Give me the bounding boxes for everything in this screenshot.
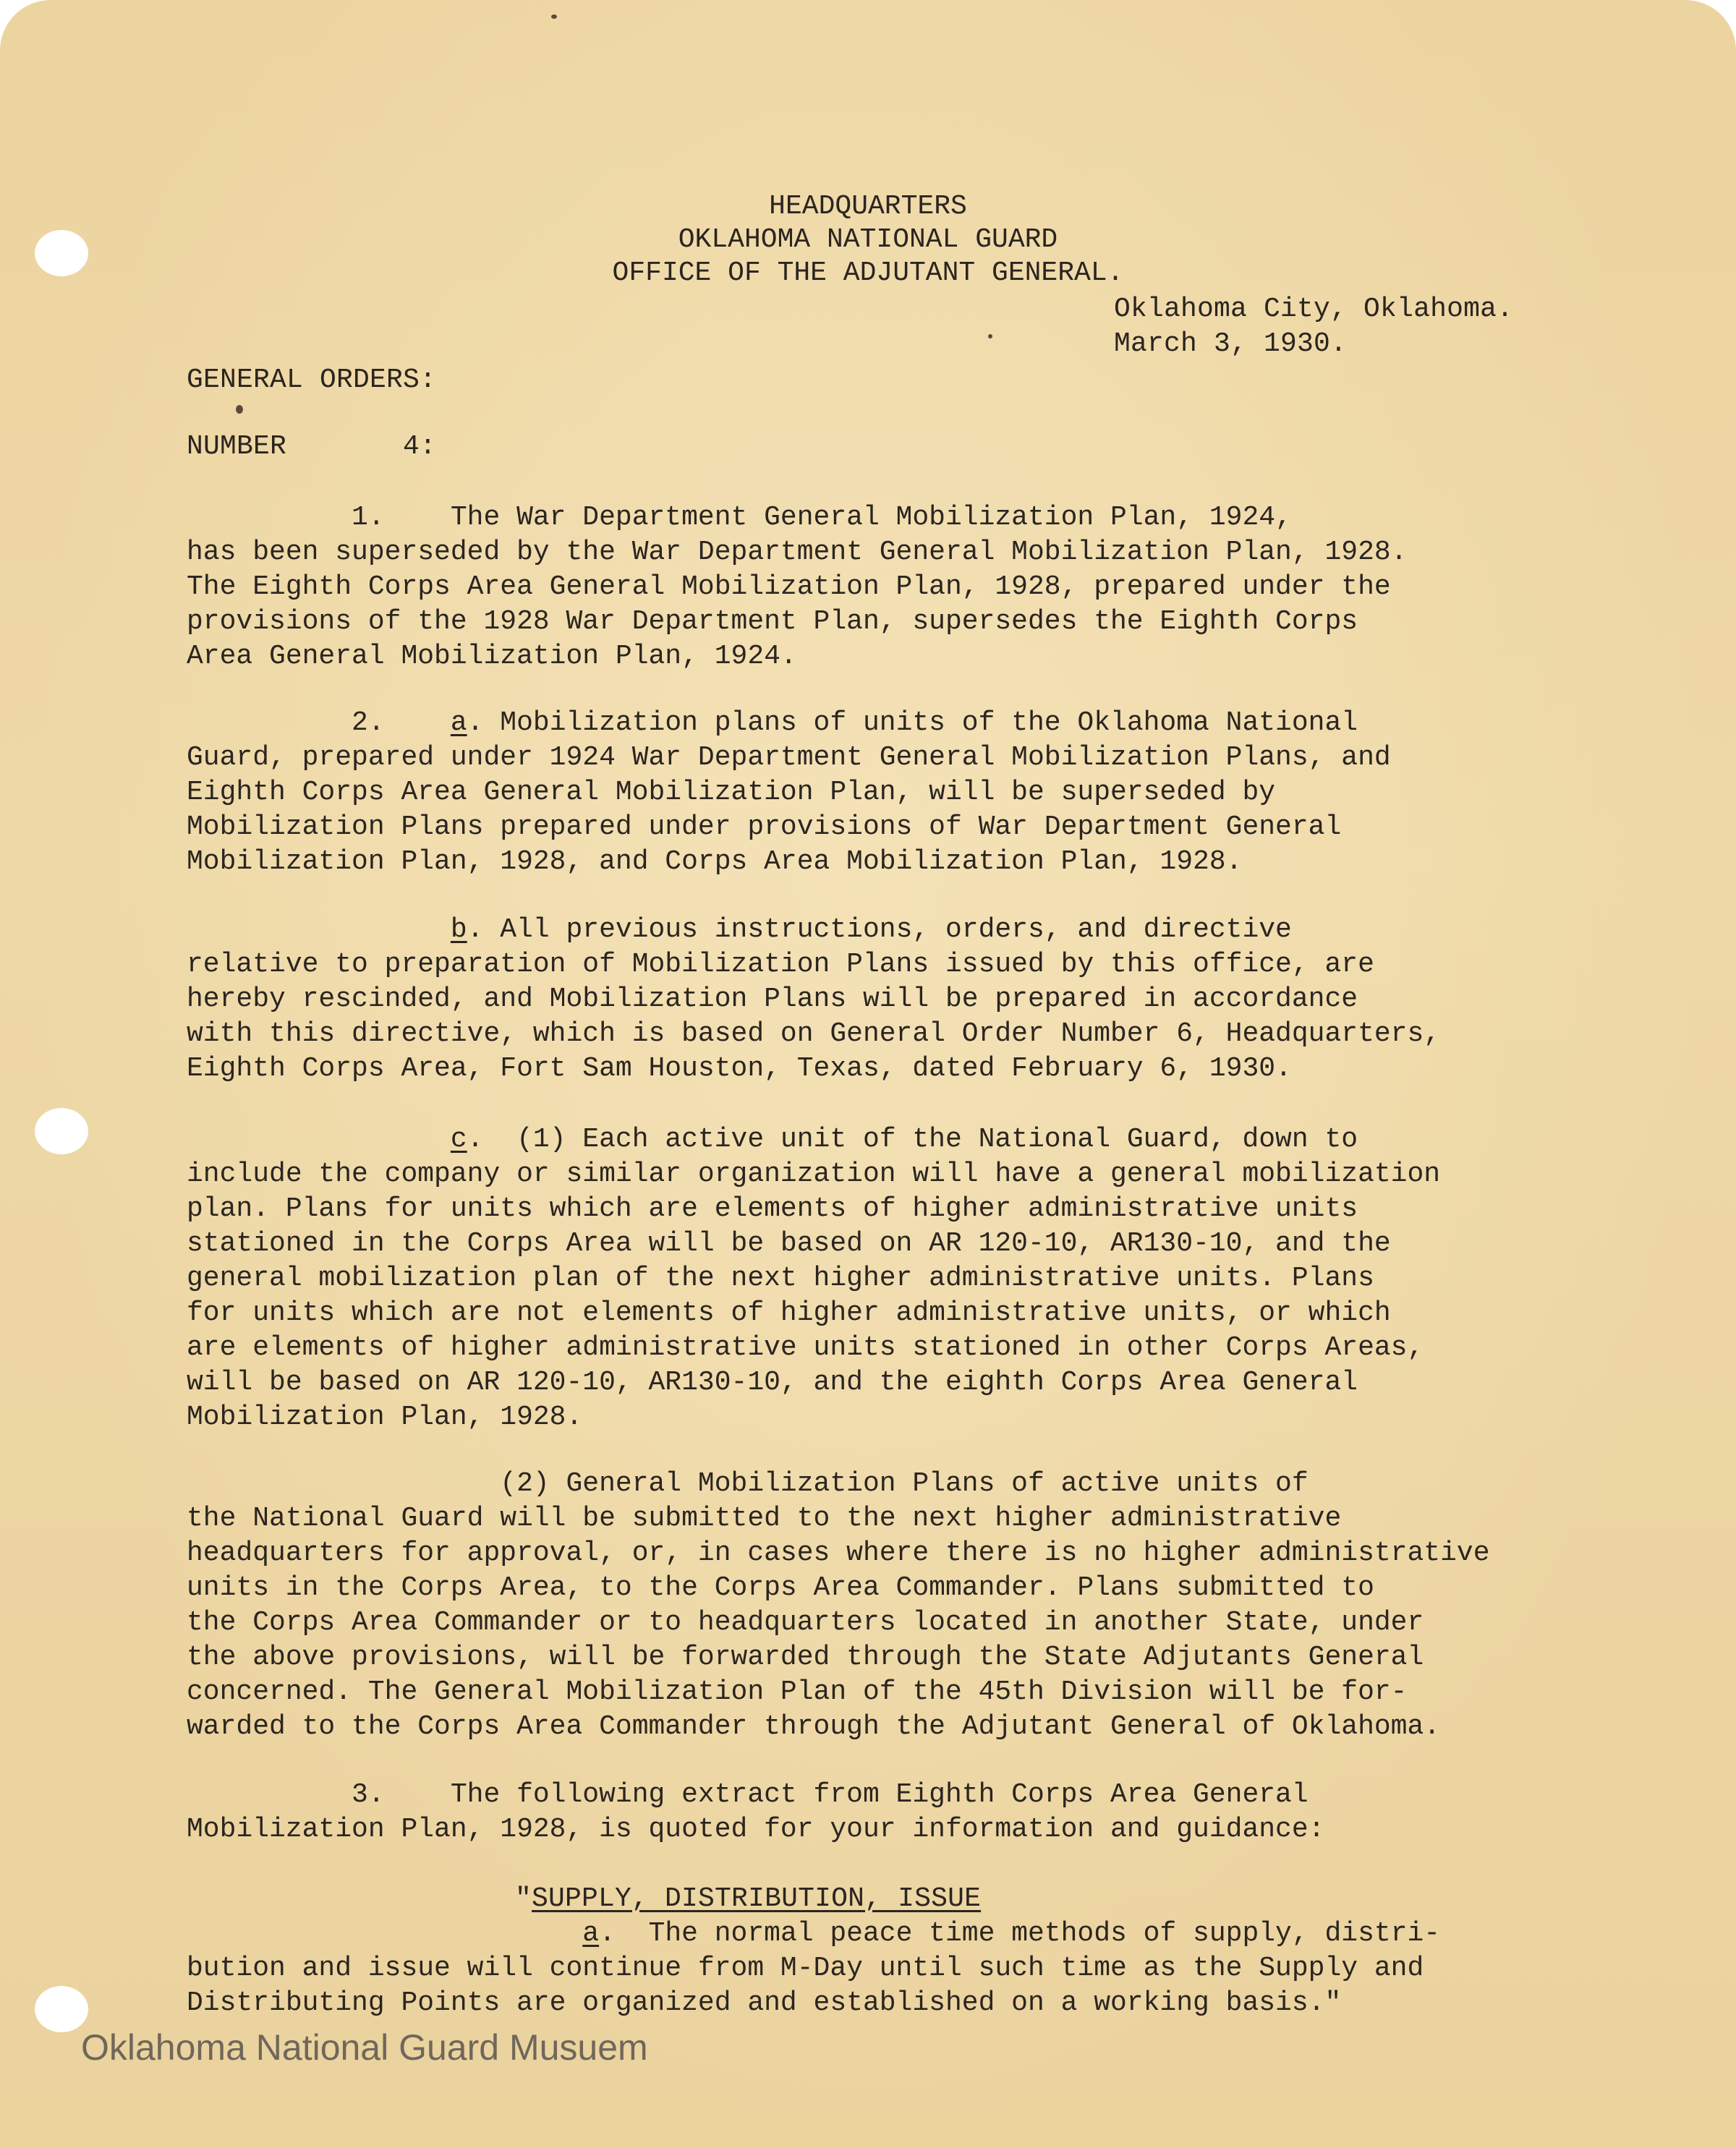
- binder-hole-middle: [35, 1108, 88, 1154]
- order-number-label: NUMBER 4:: [187, 431, 437, 462]
- paragraph-line: Guard, prepared under 1924 War Department General Mobilization Plans, and: [187, 742, 1391, 773]
- paragraph-line: Area General Mobilization Plan, 1924.: [187, 641, 797, 672]
- paragraph-indent: [187, 1918, 582, 1949]
- subparagraph-label: c: [450, 1124, 467, 1155]
- paragraph-line: [187, 706, 1358, 741]
- paragraph-line: Mobilization Plan, 1928, and Corps Area Mobilization Plan, 1928.: [187, 846, 1243, 877]
- paragraph-line: units in the Corps Area, to the Corps Area Commander. Plans submitted to: [187, 1572, 1374, 1603]
- paragraph-line: plan. Plans for units which are elements of higher administrative units: [187, 1193, 1358, 1224]
- quote-heading-text: SUPPLY, DISTRIBUTION, ISSUE: [532, 1883, 982, 1914]
- paragraph-line: 1. The War Department General Mobilization Plan, 1924,: [187, 502, 1292, 533]
- general-orders-label: GENERAL ORDERS:: [187, 365, 437, 396]
- paragraph-line: The Eighth Corps Area General Mobilization Plan, 1928, prepared under the: [187, 571, 1391, 602]
- header-line-1: HEADQUARTERS: [769, 191, 967, 222]
- subparagraph-label: a: [582, 1918, 600, 1949]
- paragraph-line: the above provisions, will be forwarded through the State Adjutants General: [187, 1642, 1424, 1673]
- quote-open-mark: ": [515, 1883, 532, 1914]
- paragraph-line: for units which are not elements of higher administrative units, or which: [187, 1297, 1391, 1329]
- subparagraph-label: a: [450, 707, 467, 738]
- subparagraph-label: b: [450, 914, 467, 945]
- header-line-3: OFFICE OF THE ADJUTANT GENERAL.: [612, 257, 1124, 289]
- paragraph-text: . All previous instructions, orders, and directive: [467, 914, 1292, 945]
- paragraph-line: concerned. The General Mobilization Plan of the 45th Division will be for-: [187, 1676, 1408, 1708]
- paragraph-line: Mobilization Plan, 1928.: [187, 1402, 583, 1433]
- paragraph-line: 3. The following extract from Eighth Corps Area General: [187, 1779, 1309, 1810]
- paragraph-line: (2) General Mobilization Plans of active units of: [187, 1468, 1309, 1499]
- paragraph-indent: [187, 914, 451, 945]
- paragraph-line: warded to the Corps Area Commander through the Adjutant General of Oklahoma.: [187, 1711, 1441, 1742]
- date-line: March 3, 1930.: [1114, 328, 1348, 359]
- paragraph-line: Mobilization Plans prepared under provisions of War Department General: [187, 811, 1342, 843]
- paragraph-line: with this directive, which is based on General Order Number 6, Headquarters,: [187, 1018, 1441, 1049]
- paragraph-line: Distributing Points are organized and established on a working basis.": [187, 1987, 1342, 2019]
- paragraph-line: hereby rescinded, and Mobilization Plans will be prepared in accordance: [187, 984, 1358, 1015]
- paragraph-line: [187, 913, 1292, 947]
- paragraph-line: Mobilization Plan, 1928, is quoted for your information and guidance:: [187, 1814, 1325, 1845]
- place-line: Oklahoma City, Oklahoma.: [1114, 294, 1514, 325]
- paragraph-line: are elements of higher administrative units stationed in other Corps Areas,: [187, 1332, 1424, 1363]
- paragraph-line: the National Guard will be submitted to the next higher administrative: [187, 1503, 1342, 1534]
- paragraph-line: stationed in the Corps Area will be based on AR 120-10, AR130-10, and the: [187, 1228, 1391, 1259]
- binder-hole-bottom: [35, 1986, 88, 2032]
- ink-speck: [236, 405, 243, 414]
- paragraph-line: Eighth Corps Area General Mobilization Plan, will be superseded by: [187, 777, 1276, 808]
- header-line-2: OKLAHOMA NATIONAL GUARD: [678, 224, 1058, 255]
- paragraph-line: will be based on AR 120-10, AR130-10, and the eighth Corps Area General: [187, 1367, 1358, 1398]
- quote-heading: [515, 1882, 981, 1917]
- paragraph-line: bution and issue will continue from M-Day until such time as the Supply and: [187, 1953, 1424, 1984]
- paragraph-line: relative to preparation of Mobilization Plans issued by this office, are: [187, 949, 1374, 980]
- paragraph-line: [187, 1122, 1358, 1157]
- paragraph-text: . The normal peace time methods of supply, distri-: [599, 1918, 1441, 1949]
- paragraph-line: has been superseded by the War Department General Mobilization Plan, 1928.: [187, 537, 1408, 568]
- paragraph-text: . Mobilization plans of units of the Oklahoma National: [467, 707, 1358, 738]
- paragraph-line: include the company or similar organization will have a general mobilization: [187, 1159, 1441, 1190]
- paragraph-line: the Corps Area Commander or to headquarters located in another State, under: [187, 1607, 1424, 1638]
- paragraph-line: provisions of the 1928 War Department Plan, supersedes the Eighth Corps: [187, 606, 1358, 637]
- paragraph-line: [187, 1917, 1440, 1951]
- paragraph-line: headquarters for approval, or, in cases where there is no higher administrative: [187, 1538, 1490, 1569]
- paragraph-line: general mobilization plan of the next higher administrative units. Plans: [187, 1263, 1374, 1294]
- paragraph-line: Eighth Corps Area, Fort Sam Houston, Texas, dated February 6, 1930.: [187, 1053, 1292, 1084]
- ink-speck: [988, 334, 992, 338]
- paragraph-number: 2.: [187, 707, 451, 738]
- museum-watermark: Oklahoma National Guard Musuem: [81, 2027, 648, 2068]
- paragraph-text: . (1) Each active unit of the National Guard, down to: [467, 1124, 1358, 1155]
- ink-speck: [551, 14, 557, 19]
- paragraph-indent: [187, 1124, 451, 1155]
